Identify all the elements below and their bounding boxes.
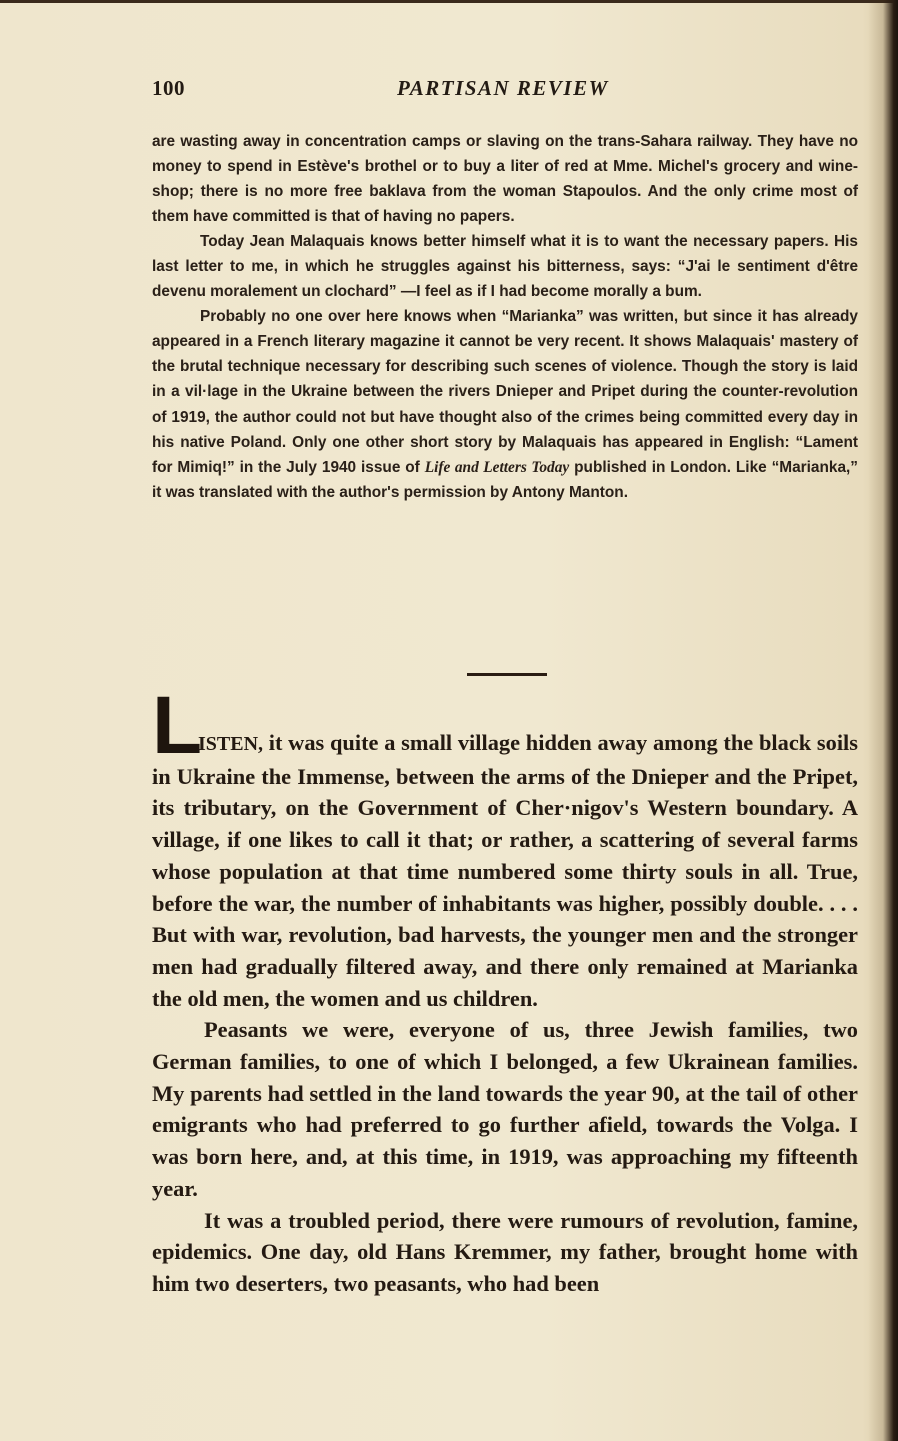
story-paragraph-1 xyxy=(152,727,858,1014)
section-divider xyxy=(467,673,547,676)
story-lead-word: ISTEN, xyxy=(198,733,264,755)
story-paragraph-2: Peasants we were, everyone of us, three Jewish families, two German families, to one of which I belonged, a few Ukrainean families. My parents had settled in the land towards the year 90, at the tail of other emigrants who had preferred to go further afield, towards the Volga. I was born here, and, at this time, in 1919, was approaching my fifteenth year. xyxy=(152,1017,858,1201)
intro-paragraph-3 xyxy=(152,304,858,504)
magazine-title: Life and Letters Today xyxy=(424,458,570,476)
intro-paragraph-1: are wasting away in concentration camps or slaving on the trans-Sahara railway. They have no money to spend in Estève's brothel or to buy a liter of red at Mme. Michel's grocery and wine-shop; there is no more free baklava from the woman Stapoulos. And the only crime most of them have committed is that of having no papers. xyxy=(152,133,858,226)
editorial-introduction xyxy=(152,129,858,505)
story-text xyxy=(152,727,858,1300)
story-paragraph-1-text: it was quite a small village hidden away among the black soils in Ukraine the Immense, between the arms of the Dnieper and the Pripet, its tributary, on the Government of Cher·nigov's Western boundary. A village, if one likes to call it that; or rather, a scattering of several farms whose population at that time numbered some thirty souls in all. True, before the war, the number of inhabitants was higher, possibly double. . . . But with war, revolution, bad harvests, the younger men and the stronger men had gradually filtered away, and there only remained at Marianka the old men, the women and us children. xyxy=(152,730,858,1011)
running-title: PARTISAN REVIEW xyxy=(397,76,609,100)
intro-paragraph-3-text-b: published in London. Like “Marianka,” it was translated with the author's permission by Antony Manton. xyxy=(152,458,858,501)
page-binding-shadow xyxy=(868,0,898,1441)
page-header xyxy=(152,76,858,106)
intro-paragraph-2: Today Jean Malaquais knows better himself what it is to want the necessary papers. His last letter to me, in which he struggles against his bitterness, says: “J'ai le sentiment d'être devenu moralement un clochard” —I feel as if I had become morally a bum. xyxy=(152,233,858,301)
page-number: 100 xyxy=(152,76,185,100)
intro-paragraph-3-text-a: Probably no one over here knows when “Marianka” was written, but since it has already appeared in a French literary magazine it cannot be very recent. It shows Malaquais' mastery of the brutal technique necessary for describing such scenes of violence. Though the story is laid in a vil·lage in the Ukraine between the rivers Dnieper and Pripet during the counter-revolution of 1919, the author could not but have thought also of the crimes being committed every day in his native Poland. Only one other short story by Malaquais has appeared in English: “Lament for Mimiq!” in the July 1940 issue of xyxy=(152,308,858,476)
drop-cap: L xyxy=(152,680,203,771)
page-top-edge xyxy=(0,0,898,3)
story-paragraph-3: It was a troubled period, there were rumours of revolution, famine, epidemics. One day, old Hans Kremmer, my father, brought home with him two deserters, two peasants, who had been xyxy=(152,1207,858,1296)
